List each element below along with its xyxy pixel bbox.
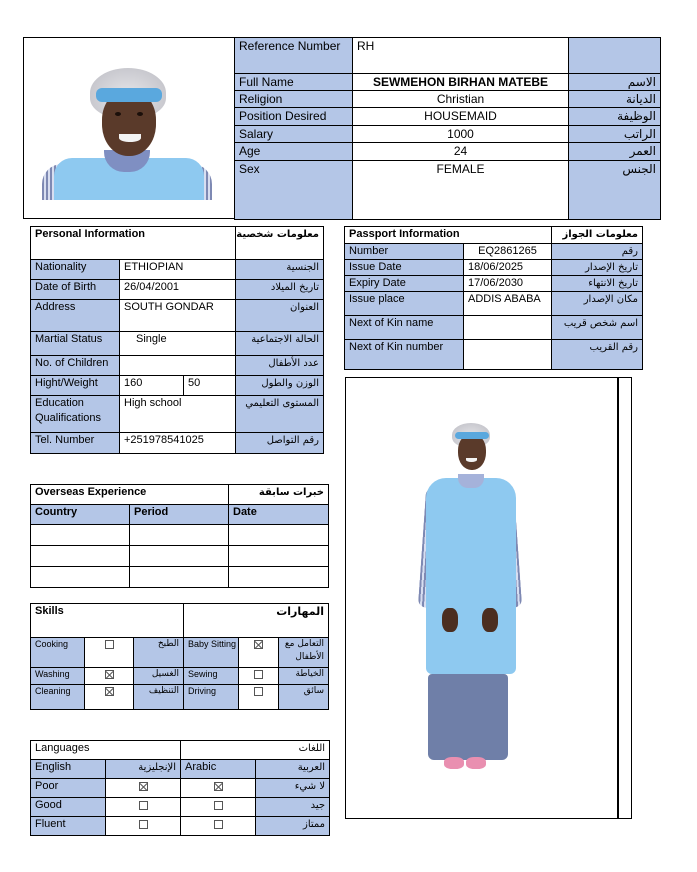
skill-cleaning-checkbox[interactable] <box>85 685 134 710</box>
value-kin-name <box>464 316 552 340</box>
value-reference-number: RH <box>353 38 569 74</box>
passport-info-table <box>344 226 643 370</box>
cell-date <box>229 567 329 588</box>
label-tel: Tel. Number <box>31 433 120 454</box>
skill-cleaning-label-ar: التنظيف <box>134 685 184 710</box>
label-ar-issue-place: مكان الإصدار <box>552 292 643 316</box>
overseas-experience-table <box>30 484 329 588</box>
language-level-row <box>31 779 330 798</box>
label-expiry-date: Expiry Date <box>345 276 464 292</box>
level-poor-label: Poor <box>31 779 106 798</box>
language-level-row <box>31 798 330 817</box>
checkbox-checked-icon <box>105 670 114 679</box>
value-education: High school <box>120 396 236 433</box>
label-ar-age: العمر <box>569 143 661 161</box>
checkbox-unchecked-icon <box>105 640 114 649</box>
english-good-checkbox[interactable] <box>106 798 181 817</box>
checkbox-unchecked-icon <box>139 801 148 810</box>
arabic-good-checkbox[interactable] <box>181 798 256 817</box>
cell-period <box>130 567 229 588</box>
label-religion: Religion <box>235 91 353 108</box>
cell-date <box>229 525 329 546</box>
languages-title: Languages <box>31 741 181 760</box>
label-ar-full-name: الاسم <box>569 74 661 91</box>
value-full-name: SEWMEHON BIRHAN MATEBE <box>353 74 569 91</box>
skills-row <box>31 685 329 710</box>
value-sex: FEMALE <box>353 161 569 220</box>
value-nationality: ETHIOPIAN <box>120 260 236 280</box>
label-reference-number: Reference Number <box>235 38 353 74</box>
label-ar-nationality: الجنسية <box>236 260 324 280</box>
english-fluent-checkbox[interactable] <box>106 817 181 836</box>
arabic-poor-checkbox[interactable] <box>181 779 256 798</box>
cell-period <box>130 546 229 567</box>
skill-cleaning-label: Cleaning <box>31 685 85 710</box>
skill-cooking-label: Cooking <box>31 638 85 668</box>
table-row <box>31 567 329 588</box>
label-full-name: Full Name <box>235 74 353 91</box>
label-ar-education: المستوى التعليمي <box>236 396 324 433</box>
cell-period <box>130 525 229 546</box>
label-issue-date: Issue Date <box>345 260 464 276</box>
skill-sewing-label: Sewing <box>184 668 239 685</box>
overseas-title: Overseas Experience <box>31 485 229 505</box>
label-dob: Date of Birth <box>31 280 120 300</box>
skill-baby-sitting-checkbox[interactable] <box>239 638 279 668</box>
label-height-weight: Hight/Weight <box>31 376 120 396</box>
checkbox-unchecked-icon <box>139 820 148 829</box>
label-kin-number: Next of Kin number <box>345 340 464 370</box>
value-children <box>120 356 236 376</box>
table-row <box>31 525 329 546</box>
skill-cooking-label-ar: الطبخ <box>134 638 184 668</box>
arabic-fluent-checkbox[interactable] <box>181 817 256 836</box>
personal-info-title: Personal Information <box>31 227 236 260</box>
skill-washing-checkbox[interactable] <box>85 668 134 685</box>
skill-washing-label-ar: الغسيل <box>134 668 184 685</box>
level-fluent-label-ar: ممتاز <box>256 817 330 836</box>
header-table <box>234 37 661 220</box>
value-issue-date: 18/06/2025 <box>464 260 552 276</box>
language-arabic-label: Arabic <box>181 760 256 779</box>
label-age: Age <box>235 143 353 161</box>
label-ar-tel: رقم التواصل <box>236 433 324 454</box>
label-education: Education Qualifications <box>31 396 120 433</box>
languages-table <box>30 740 330 836</box>
skill-sewing-label-ar: الخياطة <box>279 668 329 685</box>
level-fluent-label: Fluent <box>31 817 106 836</box>
checkbox-checked-icon <box>254 640 263 649</box>
languages-title-ar: اللغات <box>181 741 330 760</box>
cell-country <box>31 525 130 546</box>
label-ar-reference-number <box>569 38 661 74</box>
checkbox-checked-icon <box>139 782 148 791</box>
value-address: SOUTH GONDAR <box>120 300 236 332</box>
value-height: 160 <box>120 376 184 396</box>
language-level-row <box>31 817 330 836</box>
value-expiry-date: 17/06/2030 <box>464 276 552 292</box>
skills-row <box>31 638 329 668</box>
skill-sewing-checkbox[interactable] <box>239 668 279 685</box>
full-body-photo <box>345 377 618 819</box>
label-salary: Salary <box>235 126 353 143</box>
label-children: No. of Children <box>31 356 120 376</box>
label-ar-issue-date: تاريخ الإصدار <box>552 260 643 276</box>
label-ar-height-weight: الوزن والطول <box>236 376 324 396</box>
level-good-label-ar: جيد <box>256 798 330 817</box>
skill-baby-sitting-label: Baby Sitting <box>184 638 239 668</box>
cell-country <box>31 546 130 567</box>
skills-row <box>31 668 329 685</box>
checkbox-checked-icon <box>105 687 114 696</box>
value-tel: +251978541025 <box>120 433 236 454</box>
label-ar-expiry-date: تاريخ الانتهاء <box>552 276 643 292</box>
label-marital-status: Martial Status <box>31 332 120 356</box>
english-poor-checkbox[interactable] <box>106 779 181 798</box>
checkbox-checked-icon <box>214 782 223 791</box>
label-issue-place: Issue place <box>345 292 464 316</box>
checkbox-unchecked-icon <box>254 670 263 679</box>
portrait-photo <box>24 38 234 218</box>
label-sex: Sex <box>235 161 353 220</box>
value-religion: Christian <box>353 91 569 108</box>
checkbox-unchecked-icon <box>254 687 263 696</box>
level-poor-label-ar: لا شيء <box>256 779 330 798</box>
label-ar-dob: تاريخ الميلاد <box>236 280 324 300</box>
skill-driving-label: Driving <box>184 685 239 710</box>
skills-title: Skills <box>31 604 184 638</box>
value-issue-place: ADDIS ABABA <box>464 292 552 316</box>
label-ar-address: العنوان <box>236 300 324 332</box>
label-ar-passport-number: رقم <box>552 244 643 260</box>
skill-cooking-checkbox[interactable] <box>85 638 134 668</box>
photo-frame-side <box>618 377 632 819</box>
skill-driving-label-ar: سائق <box>279 685 329 710</box>
label-nationality: Nationality <box>31 260 120 280</box>
level-good-label: Good <box>31 798 106 817</box>
label-position: Position Desired <box>235 108 353 126</box>
checkbox-unchecked-icon <box>214 801 223 810</box>
label-passport-number: Number <box>345 244 464 260</box>
value-dob: 26/04/2001 <box>120 280 236 300</box>
label-ar-sex: الجنس <box>569 161 661 220</box>
label-address: Address <box>31 300 120 332</box>
skill-washing-label: Washing <box>31 668 85 685</box>
value-salary: 1000 <box>353 126 569 143</box>
column-date: Date <box>229 505 329 525</box>
label-ar-kin-number: رقم القريب <box>552 340 643 370</box>
value-passport-number: EQ2861265 <box>464 244 552 260</box>
label-ar-marital-status: الحالة الاجتماعية <box>236 332 324 356</box>
label-ar-salary: الراتب <box>569 126 661 143</box>
overseas-title-ar: خبرات سابقة <box>229 485 329 505</box>
value-weight: 50 <box>184 376 236 396</box>
language-arabic-label-ar: العربية <box>256 760 330 779</box>
value-kin-number <box>464 340 552 370</box>
personal-info-title-ar: معلومات شخصية <box>236 227 324 260</box>
label-ar-religion: الديانة <box>569 91 661 108</box>
label-ar-position: الوظيفة <box>569 108 661 126</box>
column-period: Period <box>130 505 229 525</box>
passport-info-title: Passport Information <box>345 227 552 244</box>
language-english-label-ar: الإنجليزية <box>106 760 181 779</box>
label-ar-kin-name: اسم شخص قريب <box>552 316 643 340</box>
label-ar-children: عدد الأطفال <box>236 356 324 376</box>
personal-info-table <box>30 226 324 454</box>
value-position: HOUSEMAID <box>353 108 569 126</box>
cell-country <box>31 567 130 588</box>
value-marital-status: Single <box>120 332 236 356</box>
skill-driving-checkbox[interactable] <box>239 685 279 710</box>
skills-title-ar: المهارات <box>184 604 329 638</box>
column-country: Country <box>31 505 130 525</box>
passport-info-title-ar: معلومات الجواز <box>552 227 643 244</box>
language-english-label: English <box>31 760 106 779</box>
skill-baby-sitting-label-ar: التعامل مع الأطفال <box>279 638 329 668</box>
table-row <box>31 546 329 567</box>
value-age: 24 <box>353 143 569 161</box>
skills-table <box>30 603 329 710</box>
label-kin-name: Next of Kin name <box>345 316 464 340</box>
cell-date <box>229 546 329 567</box>
checkbox-unchecked-icon <box>214 820 223 829</box>
